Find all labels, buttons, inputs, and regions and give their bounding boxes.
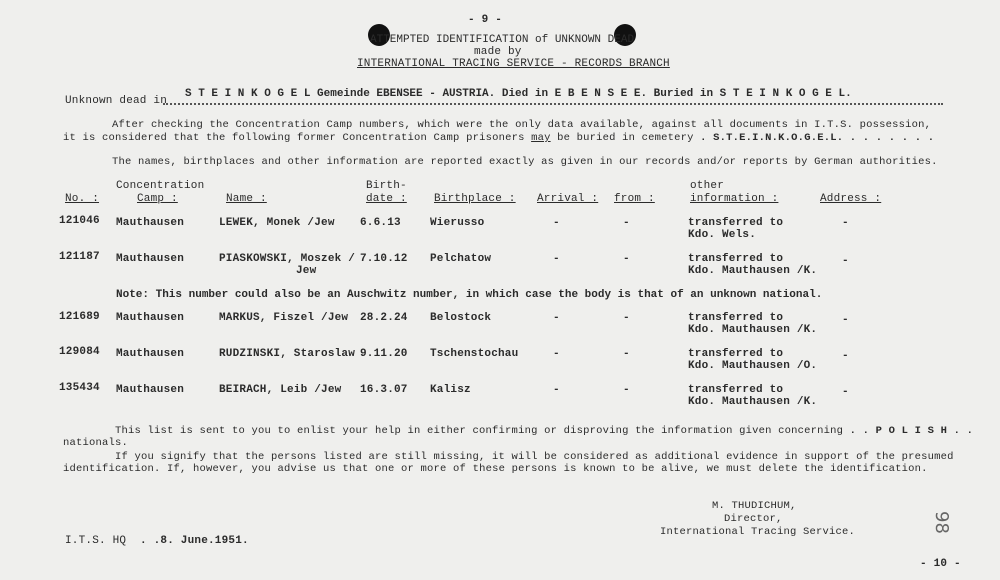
row-name: PIASKOWSKI, Moszek / xyxy=(219,253,356,265)
intro-line-2c: be buried in cemetery xyxy=(557,132,694,144)
header-no: No. : xyxy=(65,193,100,205)
row-info-2: Kdo. Mauthausen /K. xyxy=(688,396,818,408)
row-name: MARKUS, Fiszel /Jew xyxy=(219,312,349,324)
closing-nationality: . . P O L I S H . . xyxy=(849,425,974,437)
organization-title: INTERNATIONAL TRACING SERVICE - RECORDS BRANCH xyxy=(357,58,670,70)
row-from: - xyxy=(623,312,630,324)
intro-may: may xyxy=(531,132,551,144)
row-no: 135434 xyxy=(59,382,100,394)
header-other-1: other xyxy=(690,180,725,192)
row-address: - xyxy=(842,350,849,362)
row-birthplace: Pelchatow xyxy=(430,253,492,265)
row-no: 121689 xyxy=(59,311,100,323)
row-birthplace: Wierusso xyxy=(430,217,485,229)
made-by: made by xyxy=(474,46,522,58)
row-no: 121187 xyxy=(59,251,100,263)
row-arrival: - xyxy=(553,312,560,324)
row-camp: Mauthausen xyxy=(116,217,185,229)
row-birthplace: Tschenstochau xyxy=(430,348,519,360)
row-name: RUDZINSKI, Staroslaw xyxy=(219,348,356,360)
row-info-1: transferred to xyxy=(688,253,784,265)
header-name: Name : xyxy=(226,193,267,205)
document-title: ATTEMPTED IDENTIFICATION of UNKNOWN DEAD xyxy=(370,34,635,46)
closing-p1 xyxy=(115,425,973,437)
footer-date: . .8. June.1951. xyxy=(140,535,249,547)
header-address: Address : xyxy=(820,193,882,205)
closing-p2b: identification. If, however, you advise us that one or more of these persons is known to be alive, we must delete the identification. xyxy=(63,463,928,475)
header-camp-2: Camp : xyxy=(137,193,178,205)
row-address: - xyxy=(842,217,849,229)
row-info-2: Kdo. Mauthausen /O. xyxy=(688,360,818,372)
row-info-1: transferred to xyxy=(688,217,784,229)
header-birth-1: Birth- xyxy=(366,180,407,192)
row-arrival: - xyxy=(553,253,560,265)
row-no: 121046 xyxy=(59,215,100,227)
intro-line-3: The names, birthplaces and other information are reported exactly as given in our records and/or reports by German authorities. xyxy=(112,156,938,168)
row-date: 9.11.20 xyxy=(360,348,408,360)
table-note: Note: This number could also be an Auschwitz number, in which case the body is that of an unknown national. xyxy=(116,289,823,301)
header-from: from : xyxy=(614,193,655,205)
row-from: - xyxy=(623,348,630,360)
row-camp: Mauthausen xyxy=(116,384,185,396)
closing-p2a: If you signify that the persons listed are still missing, it will be considered as additional evidence in support of the presumed xyxy=(115,451,954,463)
signature-title: Director, xyxy=(724,513,783,525)
row-arrival: - xyxy=(553,384,560,396)
row-camp: Mauthausen xyxy=(116,253,185,265)
header-camp-1: Concentration xyxy=(116,180,205,192)
row-arrival: - xyxy=(553,348,560,360)
row-info-2: Kdo. Wels. xyxy=(688,229,757,241)
row-from: - xyxy=(623,384,630,396)
location-text: S T E I N K O G E L Gemeinde EBENSEE - AUSTRIA. Died in E B E N S E E. Buried in S T E I N K O G E L. xyxy=(185,88,852,100)
closing-p1a: This list is sent to you to enlist your help in either confirming or disproving the information given concerning xyxy=(115,425,844,437)
row-info-2: Kdo. Mauthausen /K. xyxy=(688,324,818,336)
footer-hq: I.T.S. HQ xyxy=(65,535,127,547)
row-camp: Mauthausen xyxy=(116,348,185,360)
row-date: 6.6.13 xyxy=(360,217,401,229)
intro-cemetery: . S.T.E.I.N.K.O.G.E.L. . . . . . . . xyxy=(700,132,935,144)
row-date: 7.10.12 xyxy=(360,253,408,265)
row-no: 129084 xyxy=(59,346,100,358)
row-info-1: transferred to xyxy=(688,348,784,360)
header-other-2: information : xyxy=(690,193,779,205)
closing-p1c: nationals. xyxy=(63,437,129,449)
page-number-top: - 9 - xyxy=(468,14,503,26)
row-birthplace: Kalisz xyxy=(430,384,471,396)
row-info-1: transferred to xyxy=(688,384,784,396)
intro-line-1: After checking the Concentration Camp numbers, which were the only data available, against all documents in I.T.S. possession, xyxy=(112,119,932,131)
signature-name: M. THUDICHUM, xyxy=(712,500,797,512)
signature-org: International Tracing Service. xyxy=(660,526,856,538)
row-name-cont: Jew xyxy=(296,265,317,277)
row-date: 28.2.24 xyxy=(360,312,408,324)
row-date: 16.3.07 xyxy=(360,384,408,396)
row-address: - xyxy=(842,314,849,326)
row-from: - xyxy=(623,253,630,265)
intro-line-2a: it is considered that the following former Concentration Camp prisoners xyxy=(63,132,525,144)
row-birthplace: Belostock xyxy=(430,312,492,324)
row-camp: Mauthausen xyxy=(116,312,185,324)
row-from: - xyxy=(623,217,630,229)
unknown-dead-prefix: Unknown dead in xyxy=(65,95,168,107)
row-address: - xyxy=(842,255,849,267)
row-address: - xyxy=(842,386,849,398)
row-name: BEIRACH, Leib /Jew xyxy=(219,384,342,396)
row-info-2: Kdo. Mauthausen /K. xyxy=(688,265,818,277)
location-dotted-line xyxy=(163,103,943,105)
header-birth-2: date : xyxy=(366,193,407,205)
header-arrival: Arrival : xyxy=(537,193,599,205)
row-name: LEWEK, Monek /Jew xyxy=(219,217,335,229)
archive-stamp-number: 98 xyxy=(930,511,952,534)
page-number-bottom: - 10 - xyxy=(920,558,961,570)
header-birthplace: Birthplace : xyxy=(434,193,516,205)
row-info-1: transferred to xyxy=(688,312,784,324)
intro-line-2 xyxy=(63,132,934,144)
row-arrival: - xyxy=(553,217,560,229)
